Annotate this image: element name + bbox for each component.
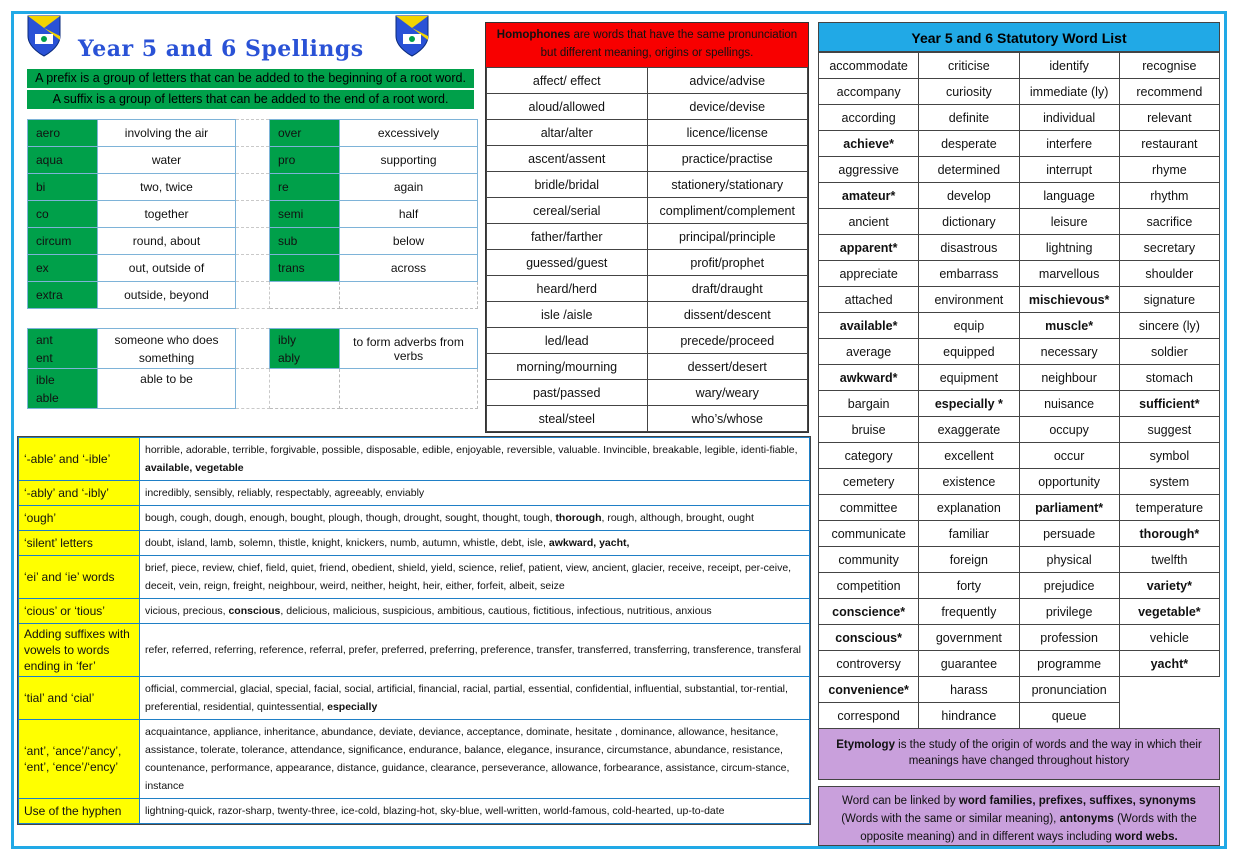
- homophone-cell: cereal/serial: [487, 198, 648, 224]
- prefix-meaning: water: [98, 147, 236, 174]
- word-cell: committee: [819, 495, 919, 521]
- statutory-word-list: [818, 22, 1220, 729]
- rule-examples: incredibly, sensibly, reliably, respectably, agreeably, enviably: [140, 481, 810, 506]
- word-cell: community: [819, 547, 919, 573]
- prefix-cell: aero: [28, 120, 98, 147]
- rule-label: Adding suffixes with vowels to words ending in ‘fer’: [19, 624, 140, 677]
- word-cell: sufficient*: [1119, 391, 1219, 417]
- word-cell: privilege: [1019, 599, 1119, 625]
- rule-examples: doubt, island, lamb, solemn, thistle, knight, knickers, numb, autumn, whistle, debt, isle, awkward, yacht,: [140, 531, 810, 556]
- word-row: [819, 235, 1220, 261]
- homophone-cell: steal/steel: [487, 406, 648, 432]
- word-cell: neighbour: [1019, 365, 1119, 391]
- rule-label: ‘ant’, ‘ance’/‘ancy’, ‘ent’, ‘ence’/‘ency’: [19, 720, 140, 799]
- word-cell: appreciate: [819, 261, 919, 287]
- word-cell: programme: [1019, 651, 1119, 677]
- word-cell: familiar: [919, 521, 1019, 547]
- word-cell: conscious*: [819, 625, 919, 651]
- word-cell: according: [819, 105, 919, 131]
- word-row: [819, 417, 1220, 443]
- word-cell: lightning: [1019, 235, 1119, 261]
- word-cell: apparent*: [819, 235, 919, 261]
- prefix-row: [28, 147, 478, 174]
- word-cell: communicate: [819, 521, 919, 547]
- prefix-cell: pro: [270, 147, 340, 174]
- homophone-cell: isle /aisle: [487, 302, 648, 328]
- prefix-cell: trans: [270, 255, 340, 282]
- rule-label: Use of the hyphen: [19, 799, 140, 824]
- word-cell: [1119, 703, 1219, 729]
- word-row: [819, 495, 1220, 521]
- spelling-rules-table: [17, 436, 811, 825]
- rule-row: [19, 624, 810, 677]
- rule-examples: brief, piece, review, chief, field, quiet, friend, obedient, shield, yield, science, relief, patient, view, ancient, glacier, receive, receipt, per-ceive, deceit, vein, reign, freight, neighbour, weird, neither, height, heir, either, forfeit, albeit, seize: [140, 556, 810, 599]
- homophone-row: [487, 328, 808, 354]
- word-cell: occupy: [1019, 417, 1119, 443]
- word-cell: awkward*: [819, 365, 919, 391]
- word-cell: amateur*: [819, 183, 919, 209]
- word-row: [819, 209, 1220, 235]
- word-cell: convenience*: [819, 677, 919, 703]
- word-cell: secretary: [1119, 235, 1219, 261]
- word-cell: interrupt: [1019, 157, 1119, 183]
- word-cell: existence: [919, 469, 1019, 495]
- rule-examples: refer, referred, referring, reference, referral, prefer, preferred, preferring, preference, transfer, transferred, transferring, transference, transferal: [140, 624, 810, 677]
- word-cell: profession: [1019, 625, 1119, 651]
- word-cell: definite: [919, 105, 1019, 131]
- prefix-row: [28, 201, 478, 228]
- word-cell: competition: [819, 573, 919, 599]
- rule-row: [19, 438, 810, 481]
- word-cell: system: [1119, 469, 1219, 495]
- homophone-cell: advice/advise: [647, 68, 808, 94]
- homophone-cell: who’s/whose: [647, 406, 808, 432]
- homophone-cell: device/devise: [647, 94, 808, 120]
- word-row: [819, 287, 1220, 313]
- word-cell: equip: [919, 313, 1019, 339]
- homophone-cell: compliment/complement: [647, 198, 808, 224]
- word-row: [819, 573, 1220, 599]
- suffix-definition: A suffix is a group of letters that can be added to the end of a root word.: [27, 90, 474, 109]
- word-row: [819, 53, 1220, 79]
- word-cell: occur: [1019, 443, 1119, 469]
- word-cell: muscle*: [1019, 313, 1119, 339]
- word-cell: variety*: [1119, 573, 1219, 599]
- homophone-cell: altar/alter: [487, 120, 648, 146]
- prefix-cell: aqua: [28, 147, 98, 174]
- word-cell: parliament*: [1019, 495, 1119, 521]
- word-cell: hindrance: [919, 703, 1019, 729]
- rule-examples: bough, cough, dough, enough, bought, plough, though, drought, sought, thought, tough, thorough, rough, although, brought, ought: [140, 506, 810, 531]
- homophone-row: [487, 276, 808, 302]
- word-cell: sacrifice: [1119, 209, 1219, 235]
- homophone-cell: ascent/assent: [487, 146, 648, 172]
- word-cell: aggressive: [819, 157, 919, 183]
- word-cell: equipped: [919, 339, 1019, 365]
- word-cell: leisure: [1019, 209, 1119, 235]
- word-cell: soldier: [1119, 339, 1219, 365]
- rule-row: [19, 799, 810, 824]
- prefix-cell: bi: [28, 174, 98, 201]
- rule-row: [19, 677, 810, 720]
- homophone-row: [487, 250, 808, 276]
- word-cell: embarrass: [919, 261, 1019, 287]
- prefix-row: [28, 174, 478, 201]
- word-cell: category: [819, 443, 919, 469]
- word-cell: equipment: [919, 365, 1019, 391]
- word-row: [819, 157, 1220, 183]
- word-cell: foreign: [919, 547, 1019, 573]
- word-cell: prejudice: [1019, 573, 1119, 599]
- word-row: [819, 261, 1220, 287]
- homophone-row: [487, 146, 808, 172]
- prefix-meaning: below: [340, 228, 478, 255]
- homophone-row: [487, 198, 808, 224]
- prefix-cell: sub: [270, 228, 340, 255]
- rule-row: [19, 599, 810, 624]
- word-cell: restaurant: [1119, 131, 1219, 157]
- word-cell: cemetery: [819, 469, 919, 495]
- rule-examples: vicious, precious, conscious, delicious, malicious, suspicious, ambitious, cautious, fictitious, infectious, nutritious, anxious: [140, 599, 810, 624]
- page-title: Year 5 and 6 Spellings: [78, 36, 364, 62]
- rule-label: ‘-ably’ and ‘-ibly’: [19, 481, 140, 506]
- prefix-meaning: out, outside of: [98, 255, 236, 282]
- prefix-meaning: across: [340, 255, 478, 282]
- word-cell: ancient: [819, 209, 919, 235]
- rule-examples: acquaintance, appliance, inheritance, abundance, deviate, deviance, acceptance, dominate, hesitate , dominance, allowance, hesitance, assistance, tolerate, tolerance, attendance, significance, endurance, balance, elegance, insurance, circumstance, abundance, resistance, countenance, performance, appearance, distance, guidance, clearance, perseverance, allowance, forbearance, assistance, circum-stance, instance: [140, 720, 810, 799]
- rule-label: ‘silent’ letters: [19, 531, 140, 556]
- prefix-row: [28, 282, 478, 309]
- rule-row: [19, 720, 810, 799]
- word-cell: physical: [1019, 547, 1119, 573]
- word-cell: thorough*: [1119, 521, 1219, 547]
- word-cell: marvellous: [1019, 261, 1119, 287]
- homophone-cell: precede/proceed: [647, 328, 808, 354]
- word-cell: relevant: [1119, 105, 1219, 131]
- etymology-box: Etymology is the study of the origin of words and the way in which their meanings have changed throughout history: [818, 728, 1220, 780]
- word-row: [819, 365, 1220, 391]
- homophone-row: [487, 406, 808, 432]
- word-cell: bruise: [819, 417, 919, 443]
- prefix-cell: re: [270, 174, 340, 201]
- rule-examples: lightning-quick, razor-sharp, twenty-three, ice-cold, blazing-hot, sky-blue, well-written, world-famous, cold-hearted, up-to-date: [140, 799, 810, 824]
- word-cell: determined: [919, 157, 1019, 183]
- word-cell: frequently: [919, 599, 1019, 625]
- homophone-cell: stationery/stationary: [647, 172, 808, 198]
- word-cell: symbol: [1119, 443, 1219, 469]
- prefix-meaning: round, about: [98, 228, 236, 255]
- word-cell: persuade: [1019, 521, 1119, 547]
- suffix-table: ant ent someone who does something ibly ably to form adverbs from verbs ible able able to be: [27, 328, 478, 409]
- word-cell: immediate (ly): [1019, 79, 1119, 105]
- homophones-panel: [485, 22, 809, 433]
- school-crest-right-icon: [394, 14, 430, 58]
- homophone-cell: aloud/allowed: [487, 94, 648, 120]
- word-links-box: Word can be linked by word families, prefixes, suffixes, synonyms (Words with the same or similar meaning), antonyms (Words with the opposite meaning) and in different ways including word webs.: [818, 786, 1220, 846]
- word-cell: rhythm: [1119, 183, 1219, 209]
- prefix-table: [27, 119, 478, 309]
- word-cell: suggest: [1119, 417, 1219, 443]
- prefix-cell: over: [270, 120, 340, 147]
- homophone-cell: heard/herd: [487, 276, 648, 302]
- statutory-header: Year 5 and 6 Statutory Word List: [818, 22, 1220, 52]
- word-row: [819, 391, 1220, 417]
- rule-label: ‘tial’ and ‘cial’: [19, 677, 140, 720]
- word-row: [819, 469, 1220, 495]
- word-cell: sincere (ly): [1119, 313, 1219, 339]
- homophone-cell: past/passed: [487, 380, 648, 406]
- word-cell: criticise: [919, 53, 1019, 79]
- word-row: [819, 183, 1220, 209]
- word-cell: yacht*: [1119, 651, 1219, 677]
- rule-label: ‘ough’: [19, 506, 140, 531]
- homophone-cell: draft/draught: [647, 276, 808, 302]
- homophone-cell: dissent/descent: [647, 302, 808, 328]
- word-cell: pronunciation: [1019, 677, 1119, 703]
- prefix-meaning: excessively: [340, 120, 478, 147]
- word-cell: queue: [1019, 703, 1119, 729]
- word-cell: recommend: [1119, 79, 1219, 105]
- rule-row: [19, 506, 810, 531]
- word-cell: vehicle: [1119, 625, 1219, 651]
- rule-row: [19, 531, 810, 556]
- word-cell: conscience*: [819, 599, 919, 625]
- word-cell: signature: [1119, 287, 1219, 313]
- prefix-row: [28, 120, 478, 147]
- homophone-row: [487, 224, 808, 250]
- word-cell: correspond: [819, 703, 919, 729]
- prefix-cell: circum: [28, 228, 98, 255]
- word-row: [819, 443, 1220, 469]
- homophone-row: [487, 354, 808, 380]
- homophone-cell: dessert/desert: [647, 354, 808, 380]
- word-cell: desperate: [919, 131, 1019, 157]
- word-cell: mischievous*: [1019, 287, 1119, 313]
- homophone-cell: principal/principle: [647, 224, 808, 250]
- word-cell: disastrous: [919, 235, 1019, 261]
- rule-row: [19, 481, 810, 506]
- homophone-cell: led/lead: [487, 328, 648, 354]
- homophone-row: [487, 302, 808, 328]
- word-row: [819, 521, 1220, 547]
- word-cell: opportunity: [1019, 469, 1119, 495]
- word-row: [819, 79, 1220, 105]
- word-cell: interfere: [1019, 131, 1119, 157]
- homophone-row: [487, 94, 808, 120]
- homophone-cell: practice/practise: [647, 146, 808, 172]
- word-cell: government: [919, 625, 1019, 651]
- word-cell: language: [1019, 183, 1119, 209]
- homophone-cell: profit/prophet: [647, 250, 808, 276]
- word-row: [819, 105, 1220, 131]
- homophone-cell: bridle/bridal: [487, 172, 648, 198]
- word-cell: shoulder: [1119, 261, 1219, 287]
- homophone-row: [487, 172, 808, 198]
- word-cell: dictionary: [919, 209, 1019, 235]
- word-cell: forty: [919, 573, 1019, 599]
- word-cell: recognise: [1119, 53, 1219, 79]
- word-cell: nuisance: [1019, 391, 1119, 417]
- word-cell: curiosity: [919, 79, 1019, 105]
- word-row: [819, 599, 1220, 625]
- word-row: [819, 625, 1220, 651]
- word-row: [819, 313, 1220, 339]
- word-row: [819, 339, 1220, 365]
- word-cell: accommodate: [819, 53, 919, 79]
- word-cell: stomach: [1119, 365, 1219, 391]
- word-cell: rhyme: [1119, 157, 1219, 183]
- prefix-meaning: supporting: [340, 147, 478, 174]
- word-row: [819, 547, 1220, 573]
- homophone-cell: licence/license: [647, 120, 808, 146]
- prefix-meaning: involving the air: [98, 120, 236, 147]
- word-row: [819, 651, 1220, 677]
- homophones-header: Homophones are words that have the same pronunciation but different meaning, origins or spellings.: [486, 23, 808, 67]
- word-cell: average: [819, 339, 919, 365]
- homophone-cell: wary/weary: [647, 380, 808, 406]
- word-cell: harass: [919, 677, 1019, 703]
- word-cell: exaggerate: [919, 417, 1019, 443]
- word-cell: identify: [1019, 53, 1119, 79]
- rule-examples: horrible, adorable, terrible, forgivable, possible, disposable, edible, enjoyable, reversible, valuable. Invincible, breakable, legible, identi-fiable, available, vegetable: [140, 438, 810, 481]
- prefix-meaning: together: [98, 201, 236, 228]
- word-cell: controversy: [819, 651, 919, 677]
- prefix-cell: semi: [270, 201, 340, 228]
- word-cell: individual: [1019, 105, 1119, 131]
- rule-row: [19, 556, 810, 599]
- rule-label: ‘-able’ and ‘-ible’: [19, 438, 140, 481]
- homophone-row: [487, 68, 808, 94]
- prefix-definition: A prefix is a group of letters that can be added to the beginning of a root word.: [27, 69, 474, 88]
- word-cell: bargain: [819, 391, 919, 417]
- word-row: [819, 703, 1220, 729]
- word-cell: excellent: [919, 443, 1019, 469]
- word-cell: [1119, 677, 1219, 703]
- prefix-meaning: outside, beyond: [98, 282, 236, 309]
- prefix-row: [28, 255, 478, 282]
- word-cell: especially *: [919, 391, 1019, 417]
- prefix-meaning: half: [340, 201, 478, 228]
- word-cell: achieve*: [819, 131, 919, 157]
- rule-label: ‘cious’ or ‘tious’: [19, 599, 140, 624]
- rule-label: ‘ei’ and ‘ie’ words: [19, 556, 140, 599]
- word-row: [819, 131, 1220, 157]
- word-row: [819, 677, 1220, 703]
- word-cell: attached: [819, 287, 919, 313]
- homophone-cell: morning/mourning: [487, 354, 648, 380]
- word-cell: vegetable*: [1119, 599, 1219, 625]
- prefix-cell: extra: [28, 282, 98, 309]
- homophone-cell: affect/ effect: [487, 68, 648, 94]
- rule-examples: official, commercial, glacial, special, facial, social, artificial, financial, racial, partial, essential, confidential, influential, substantial, tor-rential, preferential, residential, quintessential, especially: [140, 677, 810, 720]
- homophone-row: [487, 380, 808, 406]
- school-crest-left-icon: [26, 14, 62, 58]
- word-cell: twelfth: [1119, 547, 1219, 573]
- homophone-cell: guessed/guest: [487, 250, 648, 276]
- word-cell: guarantee: [919, 651, 1019, 677]
- prefix-meaning: again: [340, 174, 478, 201]
- word-cell: temperature: [1119, 495, 1219, 521]
- word-cell: available*: [819, 313, 919, 339]
- homophone-cell: father/farther: [487, 224, 648, 250]
- word-cell: necessary: [1019, 339, 1119, 365]
- prefix-cell: co: [28, 201, 98, 228]
- word-cell: environment: [919, 287, 1019, 313]
- prefix-cell: ex: [28, 255, 98, 282]
- prefix-row: [28, 228, 478, 255]
- homophone-row: [487, 120, 808, 146]
- word-cell: develop: [919, 183, 1019, 209]
- word-cell: accompany: [819, 79, 919, 105]
- word-cell: explanation: [919, 495, 1019, 521]
- prefix-meaning: two, twice: [98, 174, 236, 201]
